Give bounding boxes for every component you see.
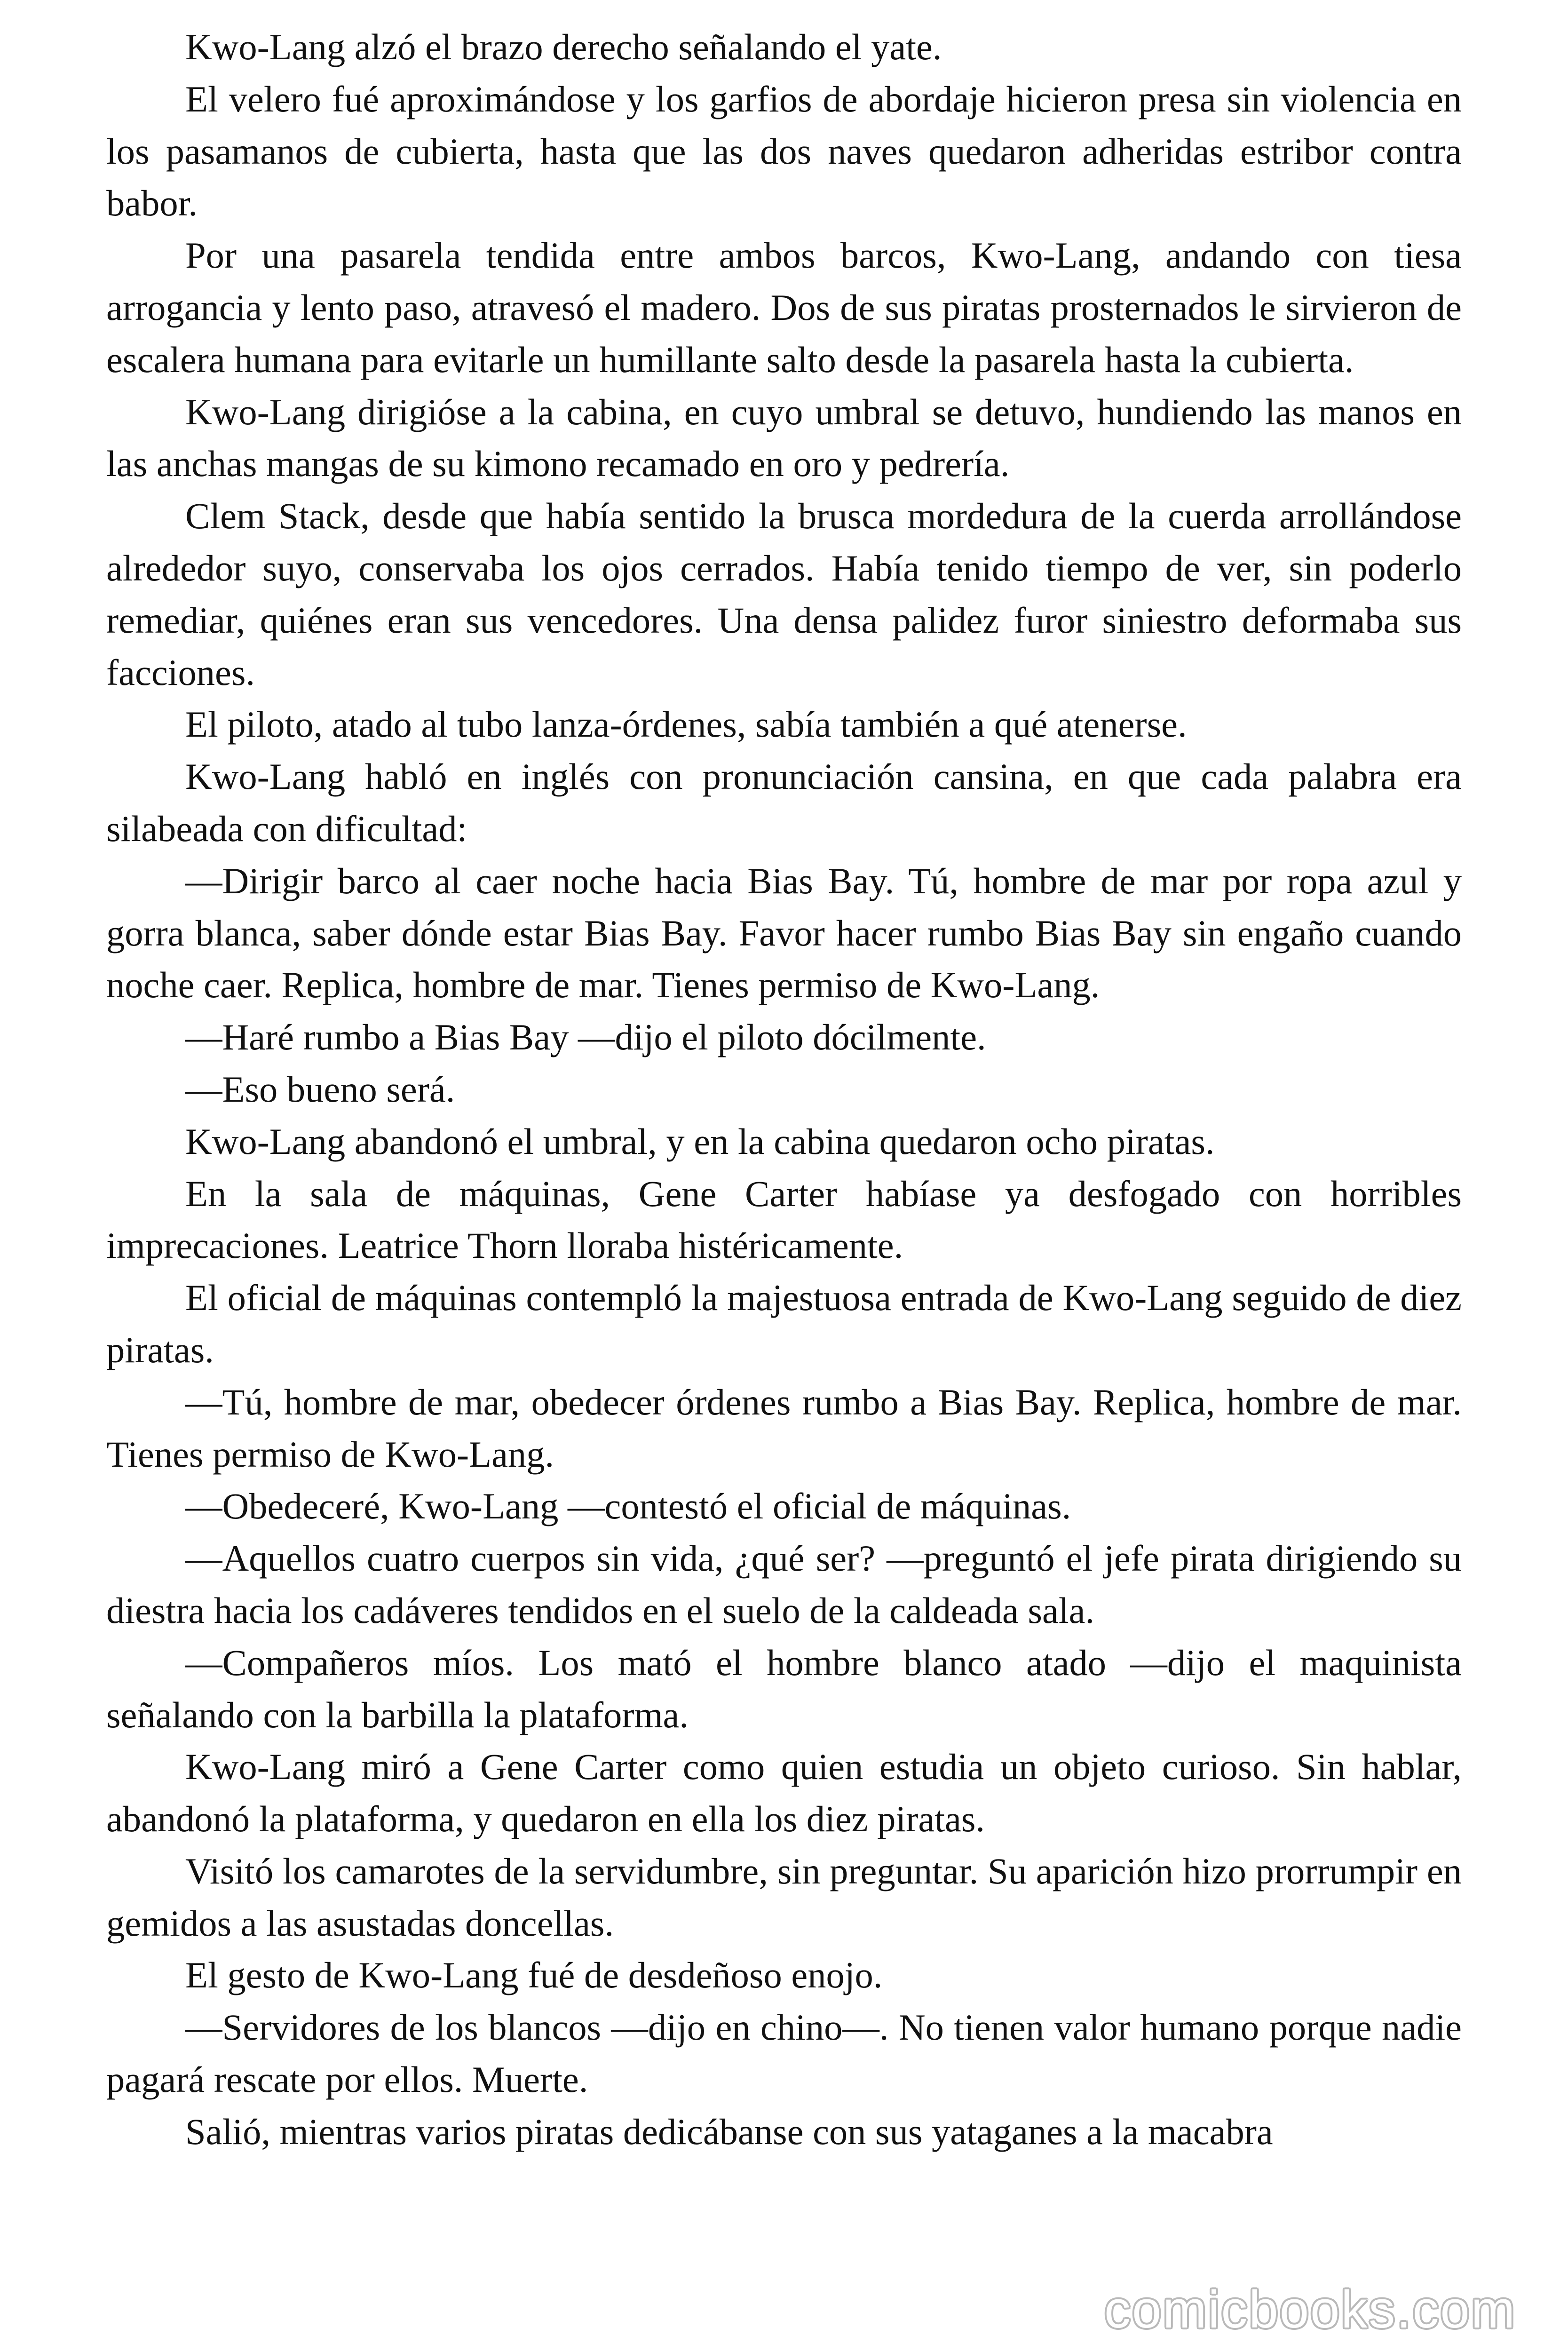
paragraph: Salió, mientras varios piratas dedicábanse con sus yataganes a la macabra [185,2111,1273,2152]
paragraph: El piloto, atado al tubo lanza-órdenes, sabía también a qué atenerse. [185,704,1187,745]
paragraph: —Obedeceré, Kwo-Lang —contestó el oficial de máquinas. [185,1486,1071,1527]
paragraph: Kwo-Lang miró a Gene Carter como quien estudia un objeto curioso. Sin hablar, abandonó la plataforma, y quedaron en ella los diez piratas. [106,1746,1462,1840]
paragraph: —Eso bueno será. [185,1068,455,1110]
paragraph: —Aquellos cuatro cuerpos sin vida, ¿qué ser? —preguntó el jefe pirata dirigiendo su diestra hacia los cadáveres tendidos en el suelo de la caldeada sala. [106,1538,1462,1631]
paragraph: —Dirigir barco al caer noche hacia Bias Bay. Tú, hombre de mar por ropa azul y gorra blanca, saber dónde estar Bias Bay. Favor hacer rumbo Bias Bay sin engaño cuando noche caer. Replica, hombre de mar. Tienes permiso de Kwo-Lang. [106,860,1462,1006]
paragraph: Por una pasarela tendida entre ambos barcos, Kwo-Lang, andando con tiesa arrogancia y lento paso, atravesó el madero. Dos de sus piratas prosternados le sirvieron de escalera humana para evitarle un humillante salto desde la pasarela hasta la cubierta. [106,235,1462,380]
paragraph: Kwo-Lang alzó el brazo derecho señalando el yate. [185,26,942,67]
paragraph: —Tú, hombre de mar, obedecer órdenes rumbo a Bias Bay. Replica, hombre de mar. Tienes permiso de Kwo-Lang. [106,1381,1462,1475]
paragraph: —Haré rumbo a Bias Bay —dijo el piloto dócilmente. [185,1017,986,1058]
paragraph: —Compañeros míos. Los mató el hombre blanco atado —dijo el maquinista señalando con la barbilla la plataforma. [106,1642,1462,1735]
paragraph: Kwo-Lang dirigióse a la cabina, en cuyo umbral se detuvo, hundiendo las manos en las anchas mangas de su kimono recamado en oro y pedrería. [106,391,1462,485]
paragraph: El velero fué aproximándose y los garfios de abordaje hicieron presa sin violencia en los pasamanos de cubierta, hasta que las dos naves quedaron adheridas estribor contra babor. [106,78,1462,224]
paragraph: Kwo-Lang abandonó el umbral, y en la cabina quedaron ocho piratas. [185,1120,1215,1162]
paragraph: Visitó los camarotes de la servidumbre, sin preguntar. Su aparición hizo prorrumpir en gemidos a las asustadas doncellas. [106,1850,1462,1944]
paragraph: El gesto de Kwo-Lang fué de desdeñoso enojo. [185,1955,883,1996]
paragraph: —Servidores de los blancos —dijo en chino—. No tienen valor humano porque nadie pagará rescate por ellos. Muerte. [106,2007,1462,2100]
watermark: comicbooks.com [1104,2280,1516,2339]
body-text [106,21,1462,2158]
paragraph: Clem Stack, desde que había sentido la brusca mordedura de la cuerda arrollándose alrededor suyo, conservaba los ojos cerrados. Había tenido tiempo de ver, sin poderlo remediar, quiénes eran sus vencedores. Una densa palidez furor siniestro deformaba sus facciones. [106,495,1462,693]
paragraph: El oficial de máquinas contempló la majestuosa entrada de Kwo-Lang seguido de diez piratas. [106,1277,1462,1370]
paragraph: En la sala de máquinas, Gene Carter habíase ya desfogado con horribles imprecaciones. Leatrice Thorn lloraba histéricamente. [106,1173,1462,1266]
paragraph: Kwo-Lang habló en inglés con pronunciación cansina, en que cada palabra era silabeada con dificultad: [106,756,1462,849]
